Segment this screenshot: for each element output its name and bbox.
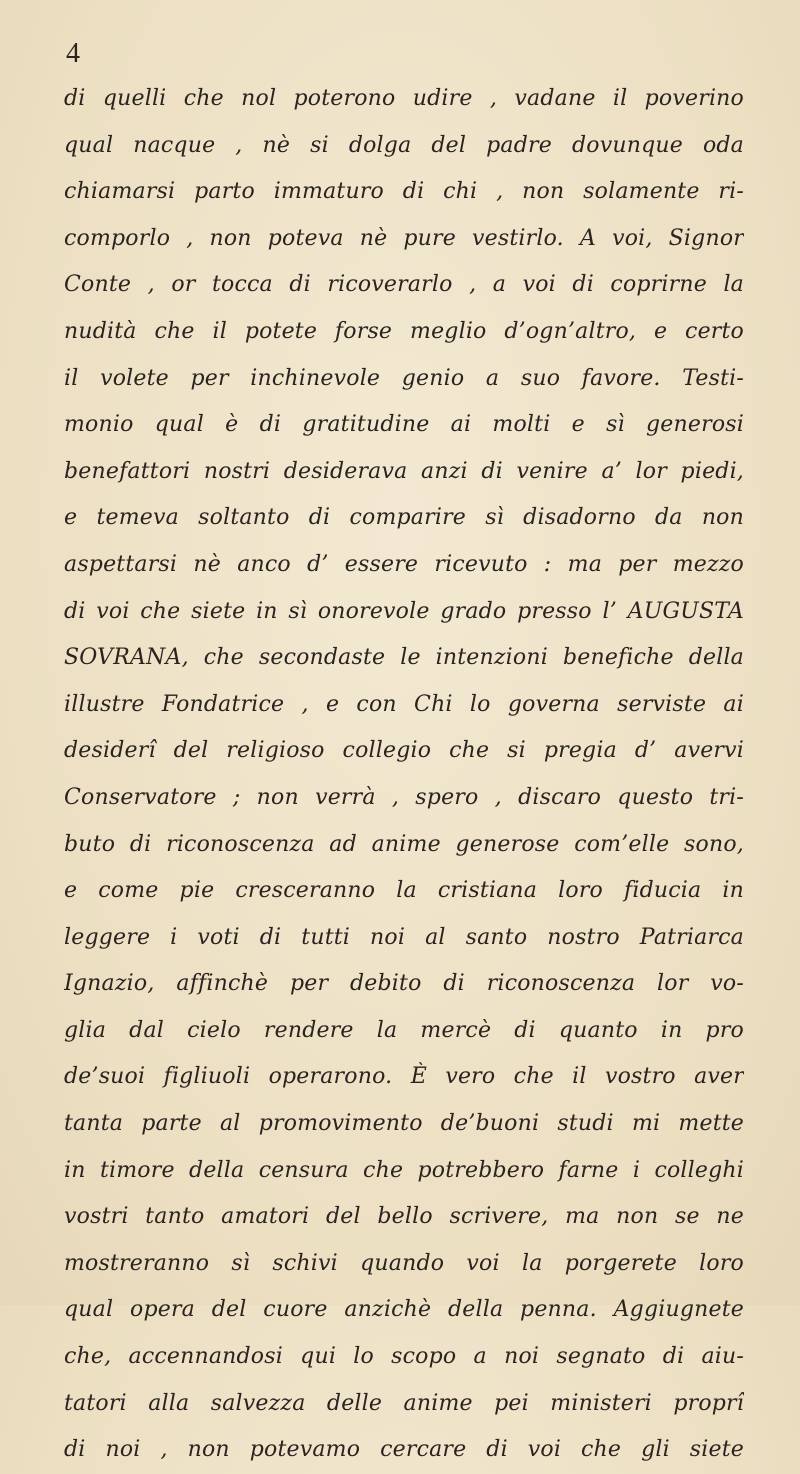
- text-line: benefattori nostri desiderava anzi di venire a’ lor piedi,: [64, 458, 744, 484]
- text-line: di voi che siete in sì onorevole grado presso l’ AUGUSTA: [64, 598, 744, 624]
- text-line: qual nacque , nè si dolga del padre dovunque oda: [64, 132, 744, 158]
- text-line: chiamarsi parto immaturo di chi , non solamente ri-: [64, 179, 744, 205]
- text-line: leggere i voti di tutti noi al santo nostro Patriarca: [64, 924, 744, 950]
- text-line: il volete per inchinevole genio a suo favore. Testi-: [64, 365, 744, 391]
- text-line: glia dal cielo rendere la mercè di quanto in pro: [64, 1017, 744, 1043]
- text-line: che, accennandosi qui lo scopo a noi segnato di aiu-: [64, 1344, 744, 1370]
- text-line: e come pie cresceranno la cristiana loro fiducia in: [64, 878, 744, 904]
- text-line: in timore della censura che potrebbero farne i colleghi: [64, 1157, 744, 1183]
- text-line: tatori alla salvezza delle anime pei ministeri proprî: [64, 1390, 744, 1416]
- text-line: buto di riconoscenza ad anime generose com’elle sono,: [64, 831, 744, 857]
- text-line: e temeva soltanto di comparire sì disadorno da non: [64, 505, 744, 531]
- page-number: 4: [66, 38, 80, 69]
- text-line: qual opera del cuore anzichè della penna. Aggiugnete: [64, 1297, 744, 1323]
- text-line: desiderî del religioso collegio che si pregia d’ avervi: [64, 738, 744, 764]
- text-line: aspettarsi nè anco d’ essere ricevuto : ma per mezzo: [64, 551, 744, 577]
- text-line: SOVRANA, che secondaste le intenzioni benefiche della: [64, 645, 744, 671]
- body-text: [64, 76, 744, 1474]
- text-line: tanta parte al promovimento de’buoni studi mi mette: [64, 1111, 744, 1137]
- text-line: comporlo , non poteva nè pure vestirlo. A voi, Signor: [64, 225, 744, 251]
- text-line: nudità che il potete forse meglio d’ogn’altro, e certo: [64, 318, 744, 344]
- text-line: illustre Fondatrice , e con Chi lo governa serviste ai: [64, 691, 744, 717]
- text-line: Ignazio, affinchè per debito di riconoscenza lor vo-: [64, 971, 744, 997]
- text-line: mostreranno sì schivi quando voi la porgerete loro: [64, 1250, 744, 1276]
- text-line: di quelli che nol poterono udire , vadane il poverino: [64, 86, 744, 111]
- text-line: de’suoi figliuoli operarono. È vero che il vostro aver: [64, 1064, 744, 1090]
- text-line: monio qual è di gratitudine ai molti e sì generosi: [64, 412, 744, 438]
- text-line: di noi , non potevamo cercare di voi che gli siete: [64, 1437, 744, 1463]
- text-line: vostri tanto amatori del bello scrivere, ma non se ne: [64, 1204, 744, 1230]
- text-line: Conservatore ; non verrà , spero , discaro questo tri-: [64, 784, 744, 810]
- text-line: Conte , or tocca di ricoverarlo , a voi di coprirne la: [64, 272, 744, 298]
